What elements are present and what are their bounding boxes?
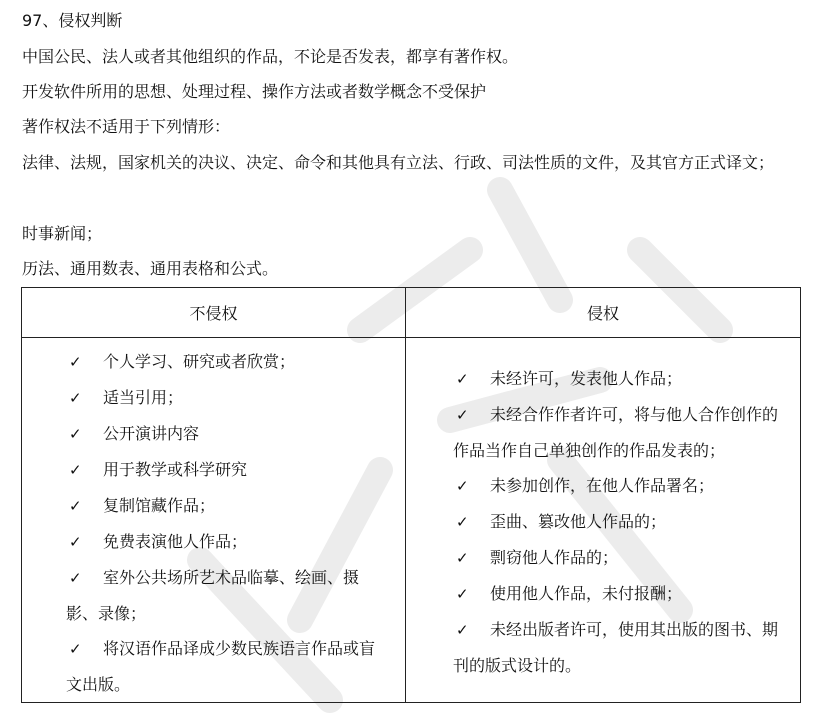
check-icon: ✓ xyxy=(69,425,82,443)
list-item-text: 适当引用； xyxy=(103,388,184,407)
list-item xyxy=(66,560,389,631)
check-icon: ✓ xyxy=(456,477,469,495)
list-item xyxy=(453,361,790,397)
list-item-text: 歪曲、篡改他人作品的； xyxy=(490,512,667,531)
list-item xyxy=(453,612,790,683)
check-icon: ✓ xyxy=(69,497,82,515)
list-item-text: 免费表演他人作品； xyxy=(103,532,248,551)
list-item-text: 室外公共场所艺术品临摹、绘画、摄影、录像； xyxy=(66,568,360,623)
check-icon: ✓ xyxy=(69,569,82,587)
list-item xyxy=(66,416,389,452)
table-header-row xyxy=(22,288,801,338)
list-item xyxy=(453,540,790,576)
list-item-text: 公开演讲内容 xyxy=(103,424,200,443)
check-icon: ✓ xyxy=(456,370,469,388)
header-infringement: 侵权 xyxy=(406,288,801,338)
check-icon: ✓ xyxy=(456,585,469,603)
check-icon: ✓ xyxy=(456,549,469,567)
table-body-row xyxy=(22,338,801,703)
section-title: 97、侵权判断 xyxy=(22,11,123,30)
list-item xyxy=(453,576,790,612)
paragraph-exclusions-intro: 著作权法不适用于下列情形： xyxy=(22,117,231,136)
list-item-text: 未经出版者许可，使用其出版的图书、期刊的版式设计的。 xyxy=(453,620,779,675)
comparison-table xyxy=(21,287,801,703)
list-item xyxy=(66,524,389,560)
list-item-text: 用于教学或科学研究 xyxy=(103,460,248,479)
list-item xyxy=(453,504,790,540)
list-item-text: 使用他人作品，未付报酬； xyxy=(490,584,683,603)
list-no-infringement xyxy=(22,338,405,702)
check-icon: ✓ xyxy=(69,640,82,658)
list-item xyxy=(66,344,389,380)
list-item xyxy=(453,468,790,504)
paragraph-calendar: 历法、通用数表、通用表格和公式。 xyxy=(22,259,279,278)
list-item-text: 剽窃他人作品的； xyxy=(490,548,619,567)
list-item xyxy=(453,397,790,468)
list-item-text: 未参加创作，在他人作品署名； xyxy=(490,476,715,495)
check-icon: ✓ xyxy=(69,533,82,551)
check-icon: ✓ xyxy=(456,513,469,531)
check-icon: ✓ xyxy=(456,621,469,639)
cell-no-infringement xyxy=(22,338,406,703)
list-item-text: 将汉语作品译成少数民族语言作品或盲文出版。 xyxy=(66,639,376,694)
list-item xyxy=(66,631,389,702)
list-infringement xyxy=(406,338,800,683)
list-item-text: 未经合作作者许可，将与他人合作创作的作品当作自己单独创作的作品发表的； xyxy=(453,405,779,460)
list-item-text: 个人学习、研究或者欣赏； xyxy=(103,352,296,371)
paragraph-news: 时事新闻； xyxy=(22,224,103,243)
paragraph-copyright: 中国公民、法人或者其他组织的作品，不论是否发表，都享有著作权。 xyxy=(22,47,519,66)
list-item xyxy=(66,380,389,416)
header-no-infringement: 不侵权 xyxy=(22,288,406,338)
check-icon: ✓ xyxy=(69,389,82,407)
paragraph-laws: 法律、法规，国家机关的决议、决定、命令和其他具有立法、行政、司法性质的文件，及其官方正式译文； xyxy=(22,153,775,172)
check-icon: ✓ xyxy=(69,353,82,371)
list-item xyxy=(66,488,389,524)
list-item-text: 复制馆藏作品； xyxy=(103,496,216,515)
list-item xyxy=(66,452,389,488)
check-icon: ✓ xyxy=(69,461,82,479)
cell-infringement xyxy=(406,338,801,703)
paragraph-software: 开发软件所用的思想、处理过程、操作方法或者数学概念不受保护 xyxy=(22,82,487,101)
list-item-text: 未经许可，发表他人作品； xyxy=(490,369,683,388)
check-icon: ✓ xyxy=(456,406,469,424)
